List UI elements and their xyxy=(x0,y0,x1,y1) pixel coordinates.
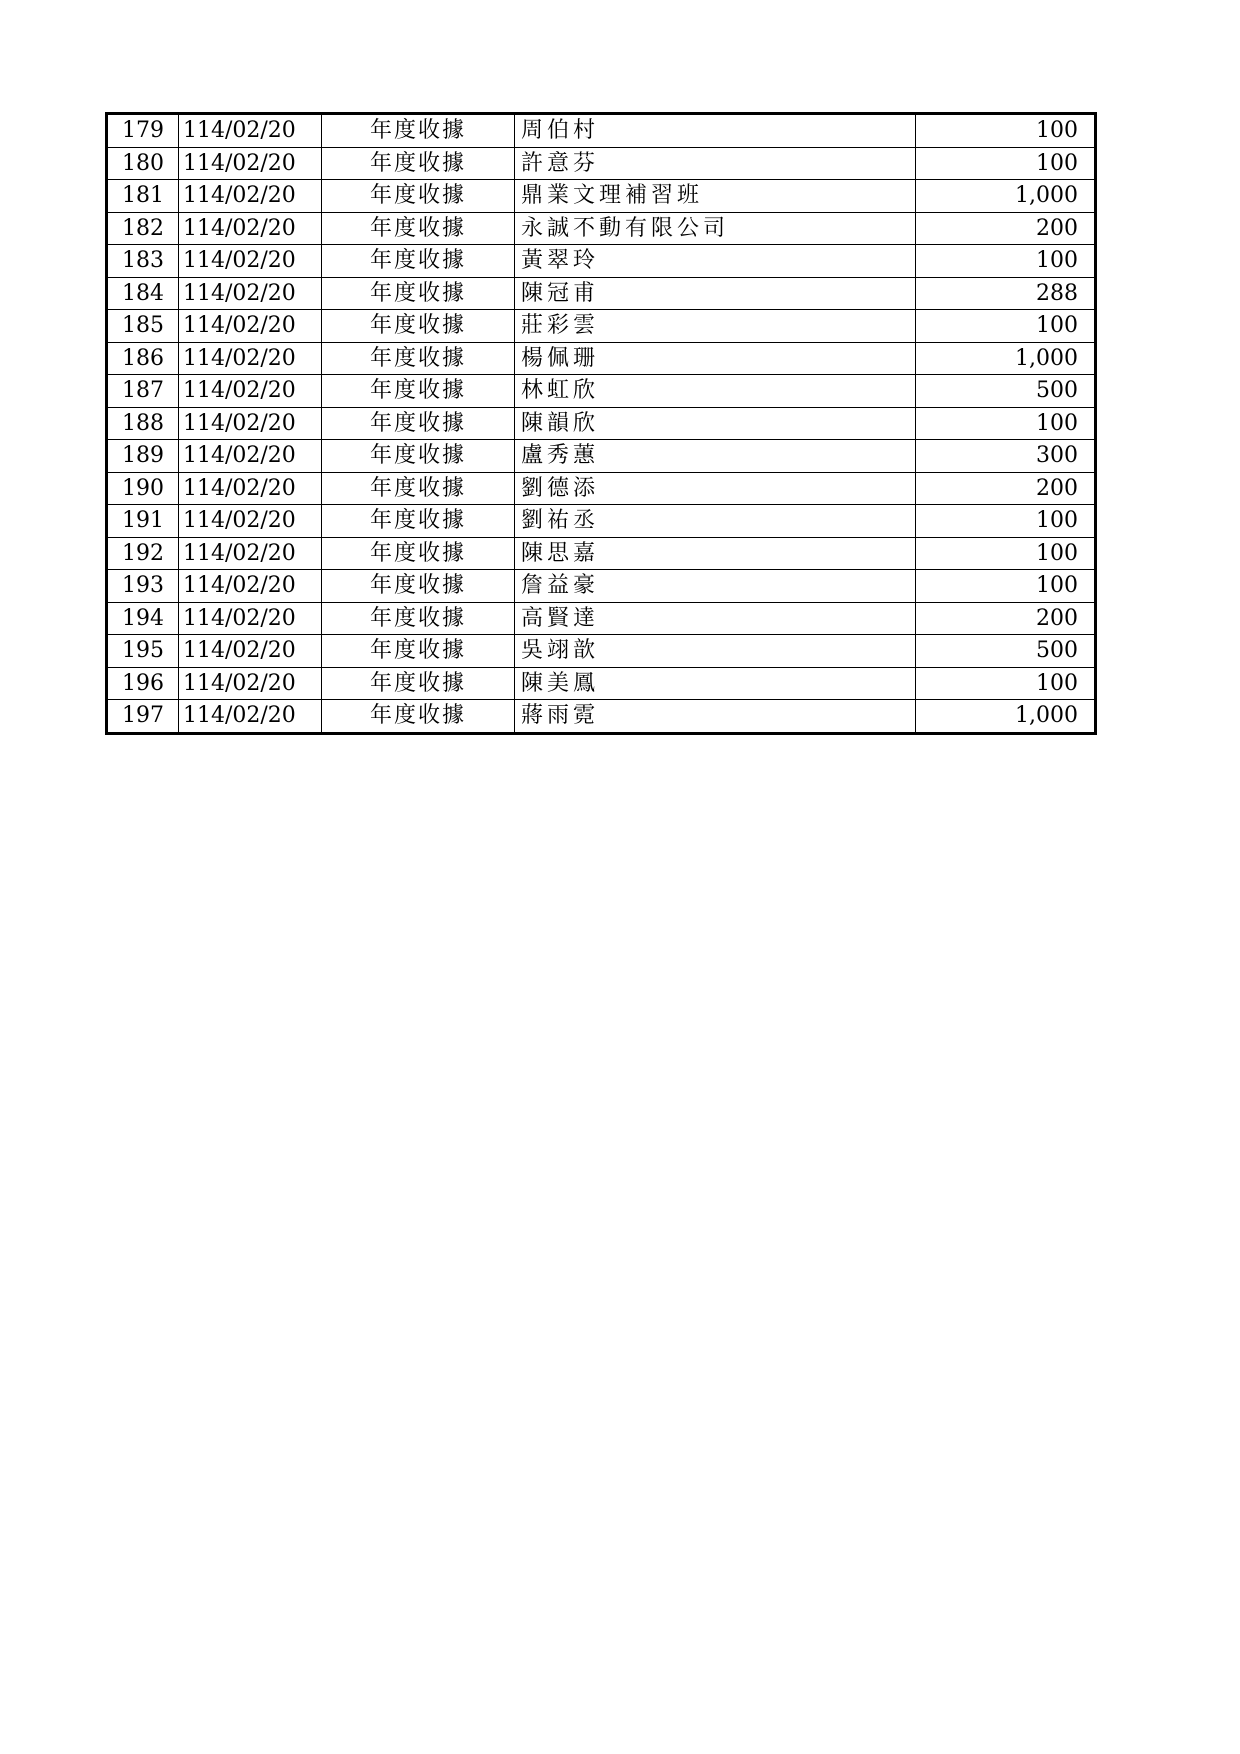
cell-donor-name: 許意芬 xyxy=(515,147,916,180)
cell-type: 年度收據 xyxy=(322,114,515,148)
cell-amount: 500 xyxy=(916,375,1096,408)
cell-donor-name: 高賢達 xyxy=(515,602,916,635)
cell-amount: 100 xyxy=(916,245,1096,278)
cell-donor-name: 林虹欣 xyxy=(515,375,916,408)
cell-type: 年度收據 xyxy=(322,212,515,245)
cell-number: 184 xyxy=(107,277,179,310)
cell-donor-name: 劉祐丞 xyxy=(515,505,916,538)
cell-number: 187 xyxy=(107,375,179,408)
cell-amount: 500 xyxy=(916,635,1096,668)
cell-type: 年度收據 xyxy=(322,602,515,635)
cell-date: 114/02/20 xyxy=(179,245,322,278)
table-row xyxy=(107,114,1096,148)
cell-amount: 100 xyxy=(916,407,1096,440)
cell-date: 114/02/20 xyxy=(179,277,322,310)
cell-donor-name: 周伯村 xyxy=(515,114,916,148)
cell-type: 年度收據 xyxy=(322,505,515,538)
cell-number: 182 xyxy=(107,212,179,245)
cell-type: 年度收據 xyxy=(322,245,515,278)
table-row xyxy=(107,245,1096,278)
cell-donor-name: 黃翠玲 xyxy=(515,245,916,278)
table-row xyxy=(107,505,1096,538)
cell-number: 193 xyxy=(107,570,179,603)
cell-number: 197 xyxy=(107,700,179,734)
cell-type: 年度收據 xyxy=(322,180,515,213)
cell-number: 181 xyxy=(107,180,179,213)
table-row xyxy=(107,180,1096,213)
cell-amount: 100 xyxy=(916,505,1096,538)
cell-type: 年度收據 xyxy=(322,147,515,180)
cell-donor-name: 永誠不動有限公司 xyxy=(515,212,916,245)
cell-type: 年度收據 xyxy=(322,310,515,343)
cell-type: 年度收據 xyxy=(322,570,515,603)
cell-donor-name: 莊彩雲 xyxy=(515,310,916,343)
cell-date: 114/02/20 xyxy=(179,212,322,245)
cell-date: 114/02/20 xyxy=(179,375,322,408)
cell-amount: 100 xyxy=(916,114,1096,148)
cell-date: 114/02/20 xyxy=(179,407,322,440)
cell-type: 年度收據 xyxy=(322,537,515,570)
cell-date: 114/02/20 xyxy=(179,440,322,473)
cell-amount: 200 xyxy=(916,472,1096,505)
cell-type: 年度收據 xyxy=(322,667,515,700)
cell-number: 195 xyxy=(107,635,179,668)
table-row xyxy=(107,407,1096,440)
cell-date: 114/02/20 xyxy=(179,114,322,148)
cell-donor-name: 陳冠甫 xyxy=(515,277,916,310)
cell-amount: 100 xyxy=(916,147,1096,180)
cell-date: 114/02/20 xyxy=(179,505,322,538)
cell-number: 192 xyxy=(107,537,179,570)
cell-donor-name: 蔣雨霓 xyxy=(515,700,916,734)
table-row xyxy=(107,212,1096,245)
cell-donor-name: 楊佩珊 xyxy=(515,342,916,375)
cell-number: 196 xyxy=(107,667,179,700)
cell-amount: 100 xyxy=(916,667,1096,700)
table-row xyxy=(107,602,1096,635)
cell-donor-name: 陳美鳳 xyxy=(515,667,916,700)
cell-amount: 200 xyxy=(916,212,1096,245)
table-row xyxy=(107,147,1096,180)
cell-number: 183 xyxy=(107,245,179,278)
cell-type: 年度收據 xyxy=(322,342,515,375)
cell-amount: 1,000 xyxy=(1015,703,1078,728)
table-row xyxy=(107,277,1096,310)
cell-amount: 100 xyxy=(916,537,1096,570)
cell-date: 114/02/20 xyxy=(179,602,322,635)
cell-date: 114/02/20 xyxy=(179,472,322,505)
cell-number: 189 xyxy=(107,440,179,473)
donation-table xyxy=(105,112,1097,735)
cell-type: 年度收據 xyxy=(322,700,515,734)
table-row xyxy=(107,375,1096,408)
cell-type: 年度收據 xyxy=(322,635,515,668)
cell-number: 194 xyxy=(107,602,179,635)
table-body xyxy=(107,114,1096,734)
cell-date: 114/02/20 xyxy=(179,635,322,668)
cell-date: 114/02/20 xyxy=(179,537,322,570)
cell-donor-name: 吳翊歆 xyxy=(515,635,916,668)
table-row xyxy=(107,700,1096,734)
cell-donor-name: 劉德添 xyxy=(515,472,916,505)
cell-type: 年度收據 xyxy=(322,375,515,408)
cell-donor-name: 陳思嘉 xyxy=(515,537,916,570)
cell-amount: 300 xyxy=(916,440,1096,473)
cell-date: 114/02/20 xyxy=(179,570,322,603)
cell-type: 年度收據 xyxy=(322,277,515,310)
cell-date: 114/02/20 xyxy=(179,310,322,343)
cell-donor-name: 陳韻欣 xyxy=(515,407,916,440)
cell-donor-name: 盧秀蕙 xyxy=(515,440,916,473)
cell-amount: 200 xyxy=(916,602,1096,635)
cell-number: 186 xyxy=(107,342,179,375)
table-row xyxy=(107,472,1096,505)
cell-type: 年度收據 xyxy=(322,472,515,505)
cell-number: 180 xyxy=(107,147,179,180)
cell-number: 191 xyxy=(107,505,179,538)
cell-type: 年度收據 xyxy=(322,407,515,440)
cell-date: 114/02/20 xyxy=(179,180,322,213)
cell-type: 年度收據 xyxy=(322,440,515,473)
table-row xyxy=(107,310,1096,343)
cell-amount: 100 xyxy=(916,310,1096,343)
table-row xyxy=(107,667,1096,700)
cell-amount: 1,000 xyxy=(916,342,1096,375)
table-row xyxy=(107,342,1096,375)
cell-date: 114/02/20 xyxy=(179,342,322,375)
cell-number: 190 xyxy=(107,472,179,505)
table-row xyxy=(107,537,1096,570)
cell-number: 185 xyxy=(107,310,179,343)
cell-date: 114/02/20 xyxy=(179,147,322,180)
cell-donor-name: 鼎業文理補習班 xyxy=(515,180,916,213)
cell-amount: 1,000 xyxy=(916,180,1096,213)
cell-amount: 288 xyxy=(916,277,1096,310)
table-row xyxy=(107,570,1096,603)
cell-date: 114/02/20 xyxy=(179,700,322,734)
cell-date: 114/02/20 xyxy=(179,667,322,700)
cell-amount: 100 xyxy=(916,570,1096,603)
table-row xyxy=(107,635,1096,668)
cell-number: 188 xyxy=(107,407,179,440)
cell-number: 179 xyxy=(107,114,179,148)
table-row xyxy=(107,440,1096,473)
cell-donor-name: 詹益豪 xyxy=(515,570,916,603)
